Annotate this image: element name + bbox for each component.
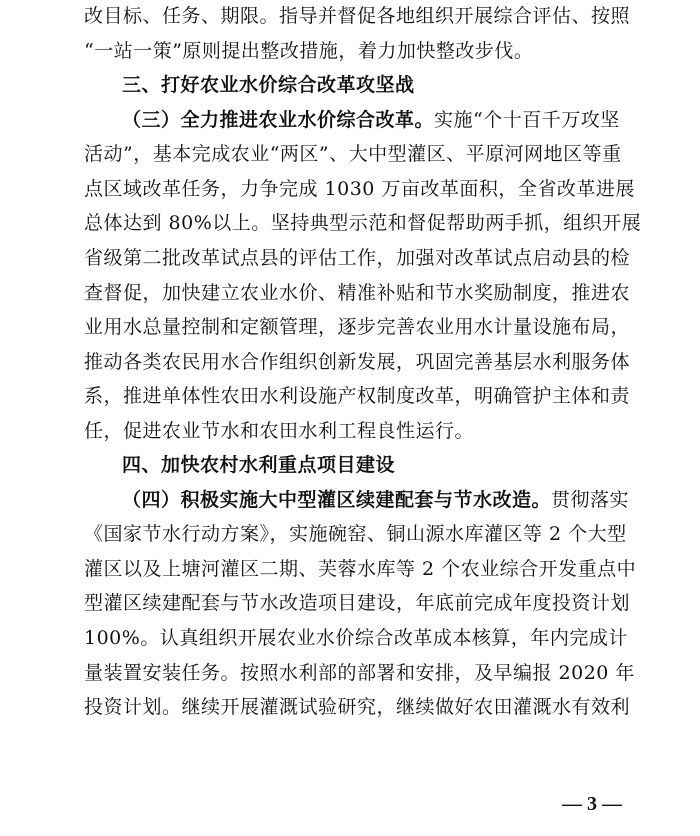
paragraph-line: 查督促，加快建立农业水价、精准补贴和节水奖励制度，推进农 [84, 282, 631, 304]
paragraph-line: “一站一策”原则提出整改措施，着力加快整改步伐。 [84, 40, 534, 62]
paragraph-line: 系，推进单体性农田水利设施产权制度改革，明确管护主体和责 [84, 385, 631, 407]
section-heading: 三、打好农业水价综合改革攻坚战 [122, 74, 415, 96]
paragraph-line [122, 108, 620, 132]
paragraph-line: 《国家节水行动方案》，实施碗窑、铜山源水库灌区等 2 个大型 [84, 523, 627, 545]
page-number: — 3 — [562, 793, 622, 815]
paragraph-lead: （三）全力推进农业水价综合改革。 [122, 109, 435, 131]
paragraph-line: 总体达到 80%以上。坚持典型示范和督促帮助两手抓，组织开展 [84, 212, 642, 234]
paragraph-line: 型灌区续建配套与节水改造项目建设，年底前完成年度投资计划 [84, 592, 631, 614]
paragraph-line: 改目标、任务、期限。指导并督促各地组织开展综合评估、按照 [84, 5, 631, 27]
paragraph-line: 任，促进农业节水和农田水利工程良性运行。 [84, 420, 475, 442]
paragraph-line: 省级第二批改革试点县的评估工作，加强对改革试点启动县的检 [84, 247, 631, 269]
paragraph-line: 业用水总量控制和定额管理，逐步完善农业用水计量设施布局， [84, 316, 631, 338]
paragraph-line: 灌区以及上塘河灌区二期、芙蓉水库等 2 个农业综合开发重点中 [84, 558, 637, 580]
paragraph-line: 投资计划。继续开展灌溉试验研究，继续做好农田灌溉水有效利 [84, 696, 631, 718]
paragraph-line: 100%。认真组织开展农业水价综合改革成本核算，年内完成计 [84, 627, 628, 649]
paragraph-line: 活动”，基本完成农业“两区”、大中型灌区、平原河网地区等重 [84, 143, 622, 165]
paragraph-lead: （四）积极实施大中型灌区续建配套与节水改造。 [122, 489, 552, 511]
paragraph-line: 推动各类农民用水合作组织创新发展，巩固完善基层水利服务体 [84, 351, 631, 373]
section-heading: 四、加快农村水利重点项目建设 [122, 454, 396, 476]
paragraph-text: 实施“个十百千万攻坚 [434, 109, 620, 131]
paragraph-line: 点区域改革任务，力争完成 1030 万亩改革面积，全省改革进展 [84, 178, 635, 200]
paragraph-line: 量装置安装任务。按照水利部的部署和安排，及早编报 2020 年 [84, 662, 635, 684]
paragraph-line [122, 488, 630, 512]
paragraph-text: 贯彻落实 [551, 489, 630, 511]
